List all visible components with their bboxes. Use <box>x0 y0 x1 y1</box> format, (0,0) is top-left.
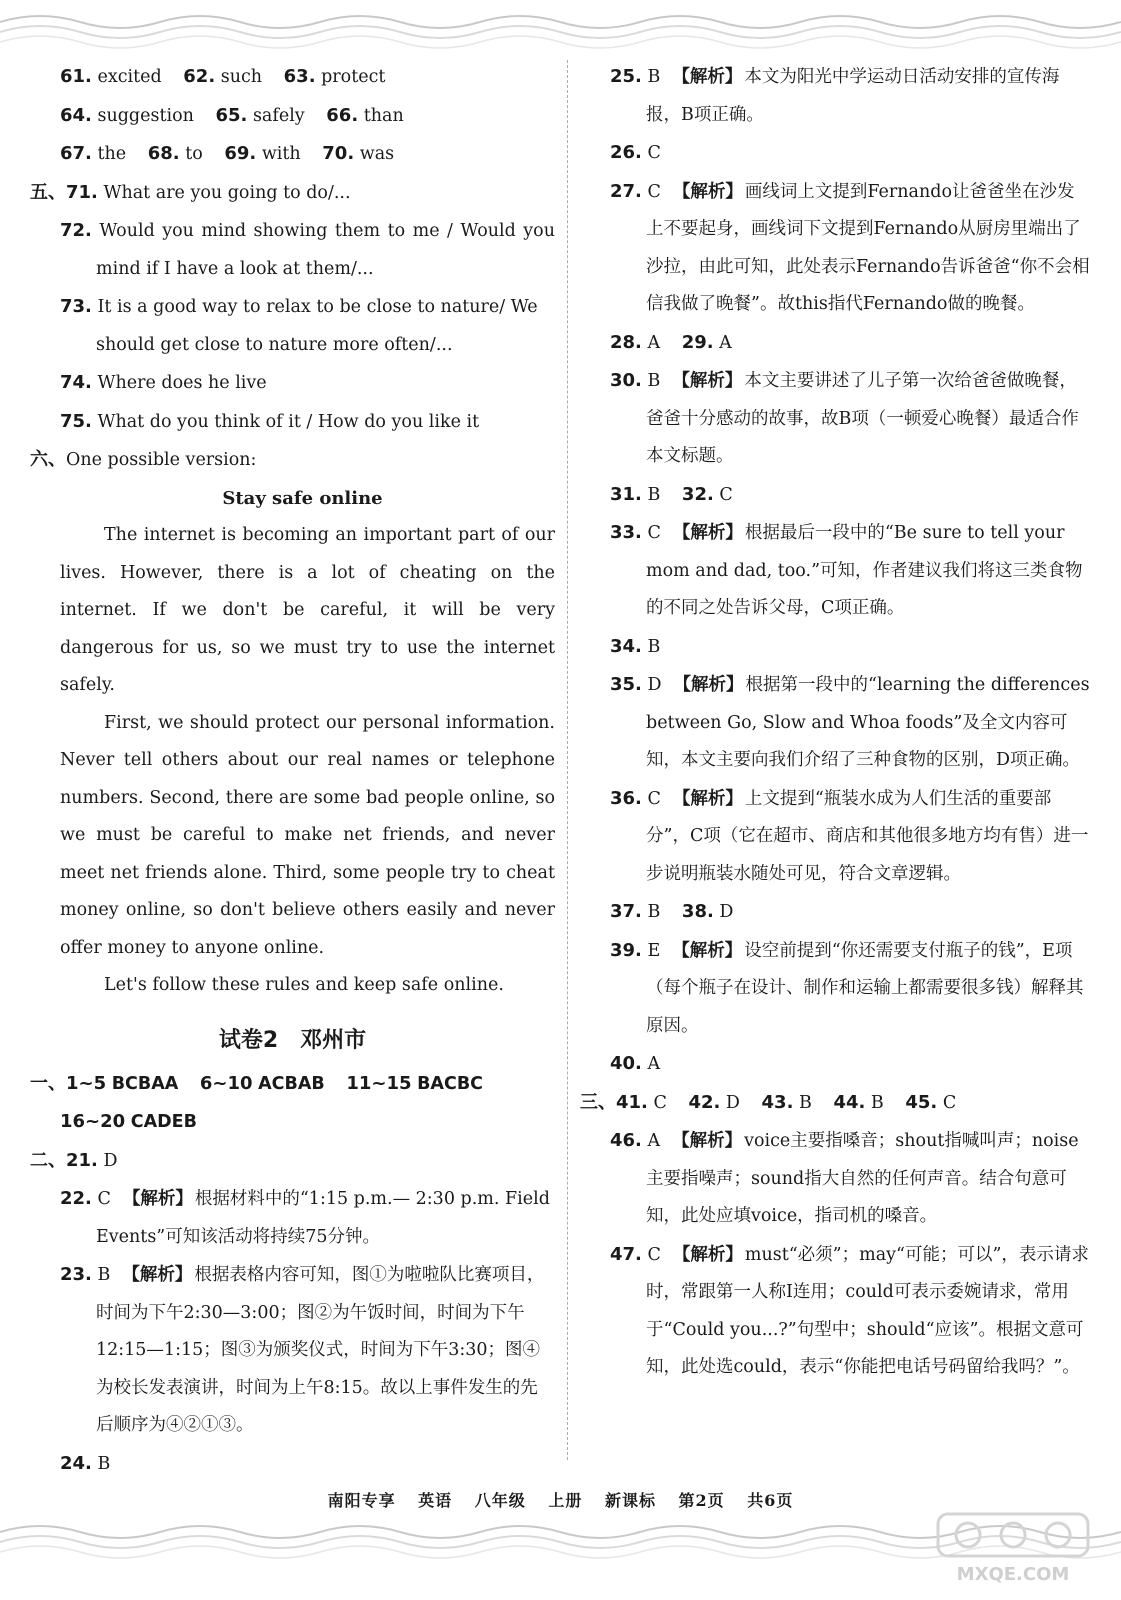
item-answer: B <box>870 1092 884 1113</box>
range-answers: CADEB <box>130 1112 197 1132</box>
analysis-tag: 【解析】 <box>672 67 743 87</box>
analysis-tag: 【解析】 <box>672 371 743 391</box>
item-number: 36. <box>610 787 642 809</box>
watermark-text: MXQE.COM <box>956 1564 1070 1585</box>
paper-title: 试卷2 邓州市 <box>218 1027 367 1053</box>
question-46 <box>580 1122 1090 1236</box>
top-wave-border <box>0 0 1121 56</box>
analysis-tag: 【解析】 <box>122 1265 193 1285</box>
section-one-row-2 <box>30 1103 555 1142</box>
item-number: 46. <box>610 1130 642 1151</box>
item-number: 70. <box>322 143 355 164</box>
item-number: 27. <box>610 180 642 202</box>
item-number: 74. <box>60 372 92 393</box>
question-26 <box>580 134 1090 173</box>
essay-body <box>30 517 555 1005</box>
item-answer: D <box>725 1092 740 1113</box>
item-number: 37. <box>610 901 642 922</box>
item-answer: What are you going to do/... <box>103 182 351 203</box>
item-analysis: 根据第一段中的“learning the differences between Go, Slow and Whoa foods”及全文内容可知，本文主要向我们介绍了三种食物的区别，D项正确。 <box>646 675 1090 770</box>
section-label: 一、 <box>30 1072 66 1094</box>
item-number: 68. <box>147 143 180 164</box>
item-answer: safely <box>252 105 305 126</box>
question-23 <box>30 1256 555 1445</box>
essay-paragraph-2: First, we should protect our personal information. Never tell others about our real names or telephone numbers. Second, there are some bad people online, so we must be careful to make net friends, and never meet net friends alone. Third, some people try to cheat money online, so don't believe others easily and never offer money to anyone online. <box>60 712 555 958</box>
section-label: 五、 <box>30 181 66 203</box>
column-divider <box>567 60 568 1460</box>
item-answer: B <box>647 371 661 391</box>
item-number: 72. <box>60 220 92 241</box>
item-answer: B <box>647 902 661 922</box>
footer-page-number: 第2页 <box>678 1491 725 1510</box>
item-answer: C <box>647 143 661 163</box>
item-number: 24. <box>60 1452 92 1474</box>
left-column <box>30 58 555 1483</box>
item-analysis: 根据最后一段中的“Be sure to tell your mom and dad, too.”可知，作者建议我们将这三类食物的不同之处告诉父母，C项正确。 <box>646 523 1083 618</box>
right-column <box>580 58 1090 1387</box>
item-analysis: 根据材料中的“1:15 p.m.— 2:30 p.m. Field Events”可知该活动将持续75分钟。 <box>96 1189 550 1247</box>
question-36 <box>580 780 1090 894</box>
item-answer: A <box>647 332 661 353</box>
item-number: 44. <box>833 1091 866 1113</box>
range-label: 16~20 <box>60 1111 126 1132</box>
item-answer: C <box>653 1092 667 1113</box>
range-answers: BACBC <box>417 1073 484 1094</box>
analysis-tag: 【解析】 <box>122 1189 193 1209</box>
item-answer: D <box>719 902 734 922</box>
item-answer: D <box>647 675 662 695</box>
item-answer: was <box>359 144 395 164</box>
item-answer: E <box>647 940 661 961</box>
range-answers: ACBAB <box>258 1073 325 1094</box>
item-number: 63. <box>283 66 316 87</box>
item-answer: A <box>647 1054 661 1074</box>
item-number: 25. <box>610 66 642 87</box>
question-35 <box>580 666 1090 780</box>
question-21 <box>30 1142 555 1181</box>
item-answer: excited <box>97 67 162 87</box>
essay-paragraph-1: The internet is becoming an important part of our lives. However, there is a lot of cheating on the internet. If we don't be careful, it will be very dangerous for us, so we must try to use the internet safely. <box>60 525 555 695</box>
question-73 <box>30 288 555 364</box>
question-71 <box>30 174 555 213</box>
range-label: 1~5 <box>66 1072 107 1094</box>
item-number: 43. <box>761 1091 794 1113</box>
question-40 <box>580 1045 1090 1084</box>
essay-paragraph-3: Let's follow these rules and keep safe online. <box>104 975 504 995</box>
item-analysis: 上文提到“瓶装水成为人们生活的重要部分”，C项（它在超市、商店和其他很多地方均有售）进一步说明瓶装水随处可见，符合文章逻辑。 <box>646 788 1089 884</box>
item-answer: C <box>719 484 733 505</box>
item-number: 21. <box>66 1149 98 1171</box>
item-answer: to <box>185 144 203 164</box>
item-number: 45. <box>905 1091 938 1113</box>
item-number: 42. <box>688 1091 721 1113</box>
item-number: 73. <box>60 296 92 317</box>
item-answer: B <box>647 67 661 87</box>
footer-edition: 新课标 <box>604 1491 656 1510</box>
footer-brand: 南阳专享 <box>327 1491 396 1510</box>
question-74 <box>30 364 555 403</box>
question-25 <box>580 58 1090 134</box>
item-analysis: 本文主要讲述了儿子第一次给爸爸做晚餐，爸爸十分感动的故事，故B项（一顿爱心晚餐）最适合作本文标题。 <box>646 371 1079 466</box>
answer-row-64-66 <box>30 97 555 136</box>
item-answer: B <box>647 636 661 657</box>
item-analysis: 本文为阳光中学运动日活动安排的宣传海报，B项正确。 <box>646 67 1060 125</box>
item-answer: C <box>942 1092 957 1113</box>
section-six-header <box>30 441 555 480</box>
item-number: 23. <box>60 1264 92 1285</box>
footer-grade: 八年级 <box>474 1491 526 1510</box>
footer-page-total: 共6页 <box>747 1491 794 1510</box>
item-answer: What do you think of it / How do you like it <box>97 411 480 432</box>
answer-row-61-63 <box>30 58 555 97</box>
item-number: 66. <box>326 104 359 126</box>
question-27 <box>580 173 1090 324</box>
question-31-32 <box>580 476 1090 515</box>
analysis-tag: 【解析】 <box>672 181 743 202</box>
item-answer: such <box>220 67 263 87</box>
item-number: 71. <box>66 181 98 203</box>
section-label: 二、 <box>30 1149 66 1171</box>
answer-row-67-70 <box>30 135 555 174</box>
analysis-tag: 【解析】 <box>672 1131 743 1151</box>
question-39 <box>580 932 1090 1046</box>
range-label: 11~15 <box>346 1072 412 1094</box>
item-number: 61. <box>60 66 92 87</box>
essay-title: Stay safe online <box>222 487 383 509</box>
analysis-tag: 【解析】 <box>672 940 743 961</box>
item-analysis: must“必须”；may“可能；可以”，表示请求时，常跟第一人称I连用；could可表示委婉请求，常用于“Could you...?”句型中；should“应该”。根据文意可知，此处选could，表示“你能把电话号码留给我吗？”。 <box>646 1244 1089 1377</box>
item-answer: B <box>97 1453 111 1474</box>
item-number: 32. <box>681 483 714 505</box>
section-one-row-1 <box>30 1065 555 1104</box>
item-number: 30. <box>610 370 642 391</box>
item-number: 67. <box>60 143 92 164</box>
question-33 <box>580 514 1090 628</box>
question-72 <box>30 212 555 288</box>
analysis-tag: 【解析】 <box>672 1244 743 1265</box>
question-47 <box>580 1236 1090 1387</box>
item-analysis: 画线词上文提到Fernando让爸爸坐在沙发上不要起身，画线词下文提到Fernando从厨房里端出了沙拉，由此可知，此处表示Fernando告诉爸爸“你不会相信我做了晚餐”。故this指代Fernando做的晚餐。 <box>646 181 1090 314</box>
question-41-45 <box>580 1084 1090 1123</box>
item-analysis: 设空前提到“你还需要支付瓶子的钱”，E项（每个瓶子在设计、制作和运输上都需要很多钱）解释其原因。 <box>646 940 1084 1036</box>
item-answer: D <box>103 1150 118 1171</box>
range-label: 6~10 <box>199 1072 253 1094</box>
item-analysis: 根据表格内容可知，图①为啦啦队比赛项目，时间为下午2:30—3:00；图②为午饭时间，时间为下午12:15—1:15；图③为颁奖仪式，时间为下午3:30；图④为校长发表演讲，时间为上午8:15。故以上事件发生的先后顺序为④②①③。 <box>96 1265 545 1435</box>
item-number: 28. <box>610 331 642 353</box>
range-answers: BCBAA <box>111 1073 179 1094</box>
item-number: 38. <box>681 901 714 922</box>
section-label: 六、 <box>30 449 66 470</box>
item-answer: It is a good way to relax to be close to nature/ We should get close to nature more often/... <box>96 297 538 355</box>
item-number: 22. <box>60 1188 92 1209</box>
watermark-logo <box>928 1508 1098 1588</box>
item-answer: with <box>261 144 301 164</box>
item-answer: C <box>97 1189 111 1209</box>
item-answer: B <box>647 484 661 505</box>
item-answer: A <box>719 332 732 353</box>
item-number: 41. <box>616 1091 648 1113</box>
question-37-38 <box>580 893 1090 932</box>
item-answer: B <box>97 1265 111 1285</box>
item-answer: suggestion <box>97 105 194 126</box>
item-number: 39. <box>610 939 642 961</box>
item-answer: C <box>647 788 661 809</box>
item-number: 65. <box>215 104 248 126</box>
item-number: 64. <box>60 104 92 126</box>
question-30 <box>580 362 1090 476</box>
question-28-29 <box>580 324 1090 363</box>
item-answer: Where does he live <box>97 373 267 393</box>
item-number: 35. <box>610 674 642 695</box>
footer-subject: 英语 <box>418 1491 453 1510</box>
item-answer: C <box>647 523 661 543</box>
item-number: 29. <box>681 331 714 353</box>
item-answer: protect <box>321 67 386 87</box>
item-answer: Would you mind showing them to me / Would you mind if I have a look at them/... <box>96 221 555 279</box>
item-number: 33. <box>610 522 642 543</box>
section-label: 三、 <box>580 1091 616 1113</box>
item-number: 47. <box>610 1243 642 1265</box>
analysis-tag: 【解析】 <box>672 788 743 809</box>
item-answer: than <box>363 105 404 126</box>
analysis-tag: 【解析】 <box>672 523 743 543</box>
question-34 <box>580 628 1090 667</box>
item-number: 26. <box>610 142 642 163</box>
item-analysis: voice主要指嗓音；shout指喊叫声；noise主要指噪声；sound指大自然的任何声音。结合句意可知，此处应填voice，指司机的嗓音。 <box>646 1131 1079 1226</box>
question-24 <box>30 1445 555 1484</box>
item-number: 62. <box>183 66 216 87</box>
item-number: 40. <box>610 1053 642 1074</box>
item-number: 75. <box>60 410 92 432</box>
question-75 <box>30 403 555 442</box>
item-number: 34. <box>610 635 642 657</box>
item-answer: C <box>647 1244 661 1265</box>
item-number: 31. <box>610 483 642 505</box>
item-answer: B <box>798 1092 812 1113</box>
item-answer: the <box>97 144 127 164</box>
item-answer: A <box>647 1131 661 1151</box>
item-answer: C <box>647 181 661 202</box>
question-22 <box>30 1180 555 1256</box>
section-intro: One possible version: <box>66 450 257 470</box>
analysis-tag: 【解析】 <box>673 675 744 695</box>
item-number: 69. <box>224 143 257 164</box>
footer-volume: 上册 <box>548 1491 583 1510</box>
